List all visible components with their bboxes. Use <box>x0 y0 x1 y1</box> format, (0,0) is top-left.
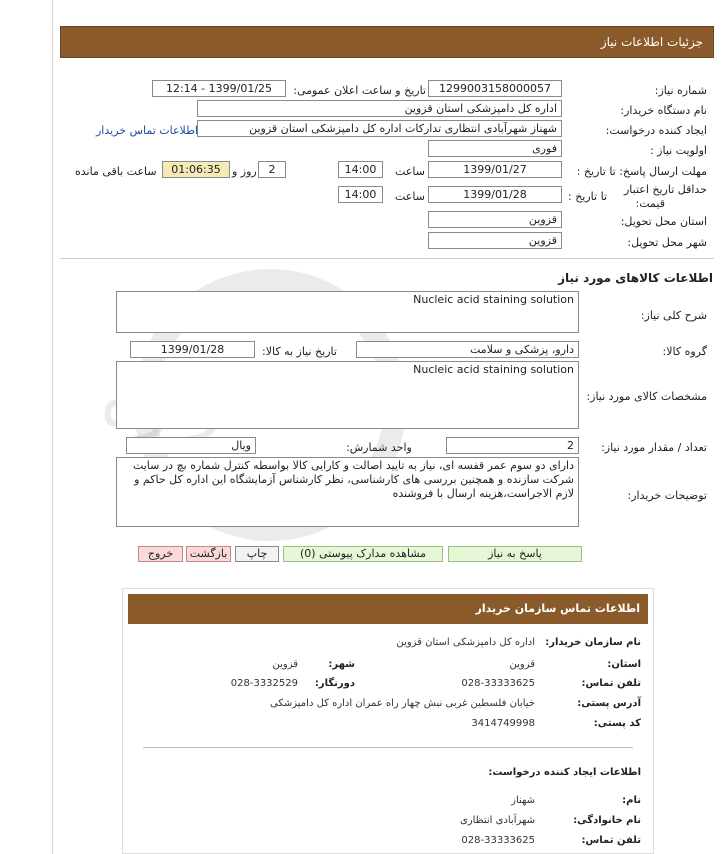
contact-province-value: قزوین <box>509 659 535 670</box>
contact-city-value: قزوین <box>272 659 298 670</box>
print-button[interactable]: چاپ <box>235 546 279 562</box>
summary-label: شرح کلی نیاز: <box>640 309 707 322</box>
need-date-field: 1399/01/28 <box>130 341 255 358</box>
contact-fax-value: 028-3332529 <box>230 678 298 689</box>
priority-field: فوری <box>428 140 562 157</box>
contact-divider <box>143 747 633 748</box>
creator-phone-value: 028-33333625 <box>461 835 535 846</box>
validity-label: حداقل تاریخ اعتبار <box>623 183 707 196</box>
deadline-time-label: ساعت <box>395 165 425 178</box>
contact-card <box>122 588 654 854</box>
back-button[interactable]: بازگشت <box>186 546 231 562</box>
announce-label: تاریخ و ساعت اعلان عمومی: <box>293 84 426 97</box>
creator-name-value: شهناز <box>511 795 535 806</box>
need-number-label: شماره نیاز: <box>654 84 707 97</box>
province-label: استان محل تحویل: <box>620 215 707 228</box>
spec-field: Nucleic acid staining solution <box>116 361 579 429</box>
contact-city-label: شهر: <box>328 659 355 670</box>
description-field: دارای دو سوم عمر قفسه ای، نیاز به تایید اصالت و کارایی کالا بواسطه کنترل شماره بچ در سایت شرکت سازنده و همچنین بررسی های کارشناسی، نظر کارشناس آزمایشگاه این اداره کل حاکم و لازم الاجراست،هزینه ارسال با فروشنده <box>116 457 579 527</box>
deadline-date-field: 1399/01/27 <box>428 161 562 178</box>
contact-fax-label: دورنگار: <box>314 678 355 689</box>
unit-field: ویال <box>126 437 256 454</box>
qty-field: 2 <box>446 437 579 454</box>
creator-field: شهناز شهرآبادی انتظاری تدارکات اداره کل دامپزشکی استان قزوین <box>197 120 562 137</box>
validity-until-label: تا تاریخ : <box>568 190 607 203</box>
group-label: گروه کالا: <box>662 345 707 358</box>
province-field: قزوین <box>428 211 562 228</box>
spec-label: مشخصات کالای مورد نیاز: <box>586 390 707 403</box>
contact-card-title: اطلاعات تماس سازمان خریدار <box>475 602 640 615</box>
contact-address-value: خیابان فلسطین غربی نبش چهار راه عمران اداره کل دامپزشکی <box>270 698 535 709</box>
remaining-label: ساعت باقی مانده <box>75 165 157 178</box>
page-header <box>60 26 714 58</box>
creator-phone-label: تلفن تماس: <box>581 835 641 846</box>
buyer-label: نام دستگاه خریدار: <box>620 104 707 117</box>
deadline-time-field: 14:00 <box>338 161 383 178</box>
contact-address-label: آدرس پستی: <box>577 698 641 709</box>
section-divider <box>60 258 714 259</box>
buyer-field: اداره کل دامپزشکی استان قزوین <box>197 100 562 117</box>
validity-time-field: 14:00 <box>338 186 383 203</box>
reply-button[interactable]: پاسخ به نیاز <box>448 546 582 562</box>
attachments-button[interactable]: مشاهده مدارک پیوستی (0) <box>283 546 443 562</box>
contact-org-value: اداره کل دامپزشکی استان قزوین <box>396 637 535 648</box>
remaining-time-field: 01:06:35 <box>162 161 230 178</box>
buyer-contact-link[interactable]: اطلاعات تماس خریدار <box>96 124 198 137</box>
summary-field: Nucleic acid staining solution <box>116 291 579 333</box>
group-field: دارو، پزشکی و سلامت <box>356 341 579 358</box>
creator-label: ایجاد کننده درخواست: <box>605 124 707 137</box>
contact-org-label: نام سازمان خریدار: <box>545 637 641 648</box>
creator-name-label: نام: <box>622 795 641 806</box>
page-title: جزئیات اطلاعات نیاز <box>600 35 703 49</box>
validity-time-label: ساعت <box>395 190 425 203</box>
creator-family-label: نام خانوادگی: <box>573 815 641 826</box>
need-date-label: تاریخ نیاز به کالا: <box>262 345 337 358</box>
contact-postal-label: کد پستی: <box>593 718 641 729</box>
contact-card-header <box>128 594 648 624</box>
contact-postal-value: 3414749998 <box>471 718 535 729</box>
days-field: 2 <box>258 161 286 178</box>
announce-field: 1399/01/25 - 12:14 <box>152 80 286 97</box>
unit-label: واحد شمارش: <box>346 441 412 454</box>
contact-province-label: استان: <box>607 659 641 670</box>
creator-family-value: شهرآبادی انتظاری <box>459 815 535 826</box>
priority-label: اولویت نیاز : <box>649 144 707 157</box>
need-number-field: 1299003158000057 <box>428 80 562 97</box>
validity-label-2: قیمت: <box>635 197 665 210</box>
city-field: قزوین <box>428 232 562 249</box>
contact-phone-label: تلفن تماس: <box>581 678 641 689</box>
city-label: شهر محل تحویل: <box>627 236 707 249</box>
goods-section-title: اطلاعات کالاهای مورد نیاز <box>558 271 713 285</box>
qty-label: تعداد / مقدار مورد نیاز: <box>601 441 707 454</box>
exit-button[interactable]: خروج <box>138 546 183 562</box>
days-label: روز و <box>232 165 257 178</box>
deadline-label: مهلت ارسال پاسخ: تا تاریخ : <box>576 165 707 178</box>
contact-phone-value: 028-33333625 <box>461 678 535 689</box>
validity-date-field: 1399/01/28 <box>428 186 562 203</box>
description-label: توضیحات خریدار: <box>627 489 707 502</box>
creator-info-title: اطلاعات ایجاد کننده درخواست: <box>488 767 641 778</box>
